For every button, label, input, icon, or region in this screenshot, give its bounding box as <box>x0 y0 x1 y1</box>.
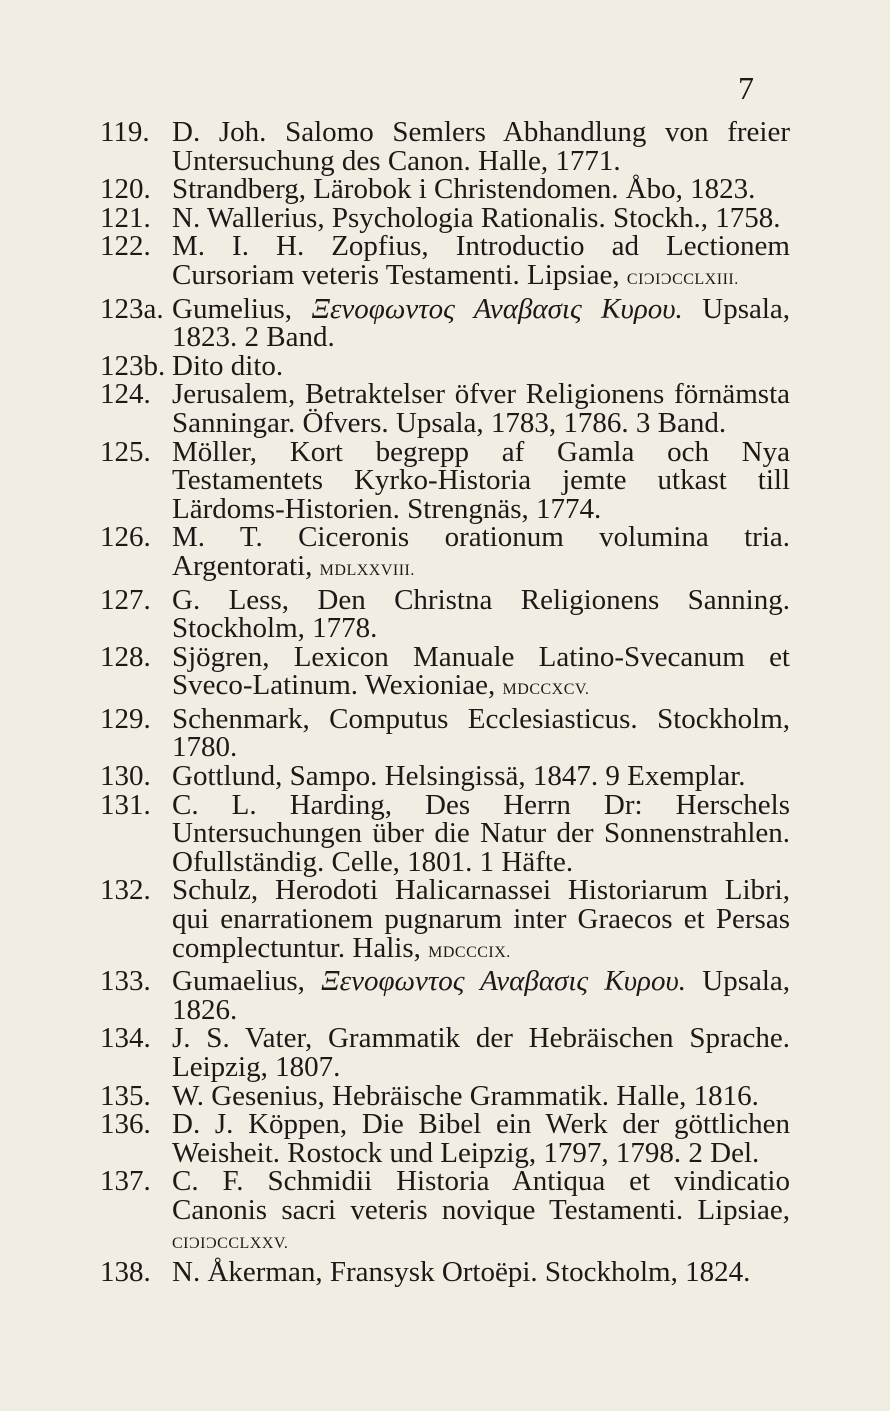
entry-text: Jerusalem, Betraktelser öfver Religionens förnämsta Sanningar. Öfvers. Upsala, 1783, 1786. 3 Band. <box>172 378 790 439</box>
entry-number: 130. <box>100 760 151 793</box>
entry-number: 135. <box>100 1079 151 1112</box>
entry-text: C. L. Harding, Des Herrn Dr: Herschels Untersuchungen über die Natur der Sonnenstrahlen. Ofullständig. Celle, 1801. 1 Häfte. <box>172 788 790 878</box>
entry-text-part: C. F. Schmidii Historia Antiqua et vindicatio Canonis sacri veteris novique Testamenti. Lipsiae, <box>172 1165 790 1226</box>
entry-text <box>172 292 791 354</box>
entry-number: 119. <box>100 116 150 148</box>
entry-text: W. Gesenius, Hebräische Grammatik. Halle, 1816. <box>172 1079 759 1112</box>
entry-text <box>172 876 790 967</box>
catalog-entry <box>100 349 790 382</box>
catalog-entry <box>100 1024 790 1081</box>
entry-number: 124. <box>100 378 151 411</box>
catalog-entry <box>100 1167 790 1258</box>
entry-number: 133. <box>100 965 151 998</box>
roman-year: MDCCCIX. <box>428 943 511 961</box>
roman-year: CIƆIƆCCLXIII. <box>626 270 739 288</box>
entry-number: 131. <box>100 788 151 821</box>
entry-number: 126. <box>100 521 151 554</box>
greek-title: Ξενοφωντος Αναβασις Κυρου. <box>311 292 683 325</box>
entry-number: 129. <box>100 702 151 735</box>
entry-text: Strandberg, Lärobok i Christendomen. Åbo, 1823. <box>172 173 756 206</box>
entry-text: Gottlund, Sampo. Helsingissä, 1847. 9 Exemplar. <box>172 760 746 793</box>
entry-text-part: M. T. Ciceronis orationum volumina tria. Argentorati, <box>172 521 790 582</box>
entry-text <box>172 1167 790 1258</box>
entry-number: 136. <box>100 1108 151 1141</box>
entry-text-part: M. I. H. Zopfius, Introductio ad Lectionem Cursoriam veteris Testamenti. Lipsiae, <box>172 230 790 291</box>
roman-year: MDLXXVIII. <box>319 561 415 579</box>
entry-text-part: Gumelius, <box>172 292 293 325</box>
catalog-entry <box>100 876 790 967</box>
roman-year: MDCCXCV. <box>502 681 590 699</box>
entry-text-part: Upsala, 1826. <box>172 965 791 1026</box>
entry-number: 125. <box>100 435 151 468</box>
catalog-entry <box>100 118 790 175</box>
entry-text: J. S. Vater, Grammatik der Hebräischen Sprache. Leipzig, 1807. <box>172 1022 790 1083</box>
roman-year: CIƆIƆCCLXXV. <box>172 1234 289 1252</box>
catalog-entry <box>100 232 790 294</box>
catalog-entry <box>100 1079 790 1112</box>
entry-text: D. Joh. Salomo Semlers Abhandlung von freier Untersuchung des Canon. Halle, 1771. <box>172 116 790 177</box>
entry-text: N. Åkerman, Fransysk Ortoëpi. Stockholm, 1824. <box>172 1256 751 1289</box>
entry-number: 127. <box>100 583 151 616</box>
greek-title: Ξενοφωντος Αναβασις Κυρου. <box>321 965 687 998</box>
entry-text <box>172 967 790 1024</box>
catalog-entry <box>100 788 790 878</box>
entry-number: 138. <box>100 1256 151 1289</box>
entry-text: G. Less, Den Christna Religionens Sanning. Stockholm, 1778. <box>172 583 790 645</box>
entry-number: 122. <box>100 230 151 263</box>
entry-text: N. Wallerius, Psychologia Rationalis. Stockh., 1758. <box>172 201 781 234</box>
catalog-entry <box>100 1110 790 1167</box>
entry-number: 128. <box>100 640 151 673</box>
entry-text <box>172 640 790 705</box>
entry-number: 123a. <box>100 292 164 325</box>
catalog-entry <box>100 380 790 437</box>
catalog-entry <box>100 702 790 764</box>
catalog-entry <box>100 640 790 705</box>
entry-number: 134. <box>100 1022 151 1055</box>
entry-text: D. J. Köppen, Die Bibel ein Werk der göttlichen Weisheit. Rostock und Leipzig, 1797, 1798. 2 Del. <box>172 1108 790 1169</box>
entry-text-part: Gumaelius, <box>172 965 305 998</box>
catalog-entry <box>100 435 790 525</box>
entry-number: 123b. <box>100 349 166 382</box>
entry-number: 120. <box>100 173 151 206</box>
bibliography-list <box>100 118 790 1287</box>
entry-text: Möller, Kort begrepp af Gamla och Nya Testamentets Kyrko-Historia jemte utkast till Lärdoms-Historien. Strengnäs, 1774. <box>172 435 790 525</box>
entry-text-part: Sjögren, Lexicon Manuale Latino-Svecanum et Sveco-Latinum. Wexioniae, <box>172 640 790 702</box>
entry-text <box>172 232 790 294</box>
entry-text: Schenmark, Computus Ecclesiasticus. Stockholm, 1780. <box>172 702 790 764</box>
entry-text: Dito dito. <box>172 349 284 382</box>
entry-text-part: Schulz, Herodoti Halicarnassei Historiarum Libri, qui enarrationem pugnarum inter Graecos et Persas complectuntur. Halis, <box>172 874 790 964</box>
catalog-entry <box>100 292 791 354</box>
catalog-entry <box>100 762 790 791</box>
catalog-entry <box>100 1258 790 1287</box>
entry-text-part: Upsala, 1823. 2 Band. <box>172 292 791 354</box>
entry-text <box>172 523 790 585</box>
page-number: 7 <box>738 70 754 106</box>
catalog-entry <box>100 523 790 585</box>
entry-number: 137. <box>100 1165 151 1198</box>
catalog-entry <box>100 201 790 234</box>
entry-number: 132. <box>100 874 151 907</box>
catalog-entry <box>100 583 790 645</box>
catalog-entry <box>100 967 790 1024</box>
catalog-entry <box>100 175 790 204</box>
entry-number: 121. <box>100 201 151 234</box>
